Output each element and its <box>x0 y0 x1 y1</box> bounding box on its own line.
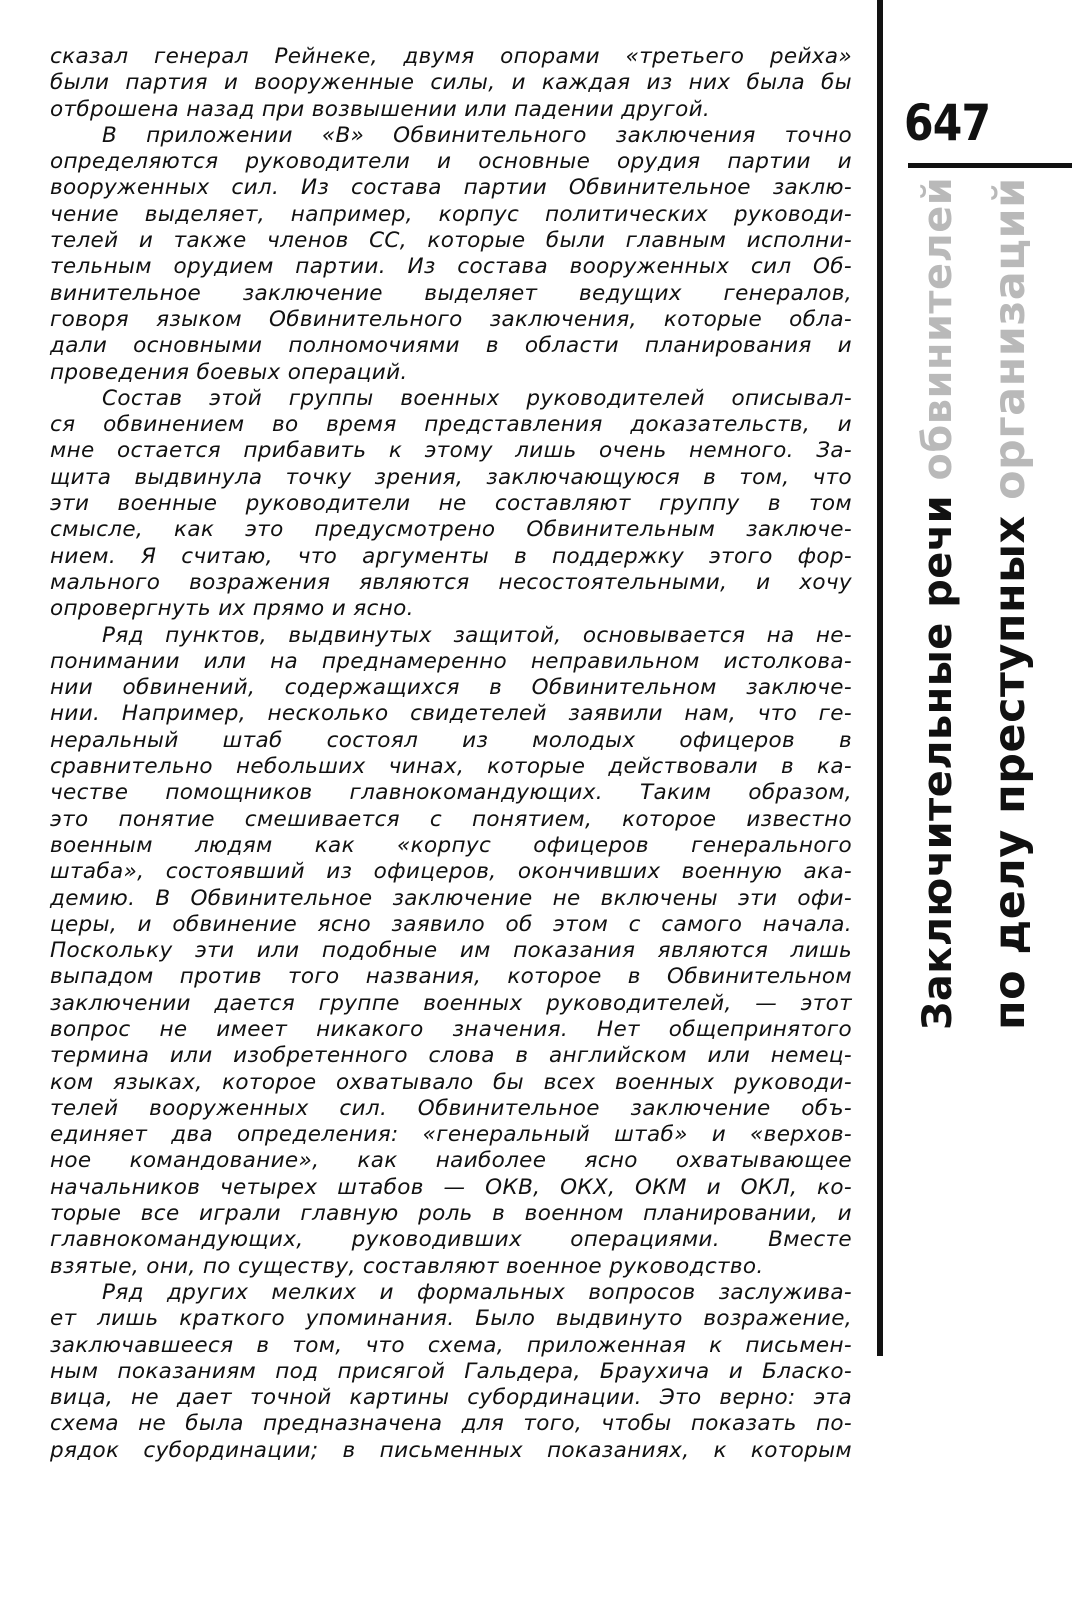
text-line: мне остается прибавить к этому лишь очень немного. За- <box>50 438 852 464</box>
text-line: чение выделяет, например, корпус политических руководи- <box>50 201 852 227</box>
text-line: эти военные руководители не составляют группу в том <box>50 491 852 517</box>
text-line: нии обвинений, содержащихся в Обвинительном заключе- <box>50 675 852 701</box>
running-head-line-1-dark: Заключительные речи <box>915 480 961 1030</box>
text-line: нии. Например, несколько свидетелей заявили нам, что ге- <box>50 701 852 727</box>
text-line: штаба», состоявший из офицеров, окончивших военную ака- <box>50 859 852 885</box>
text-line: военным людям как «корпус офицеров генерального <box>50 832 852 858</box>
running-head-line-2-dark: по делу преступных <box>985 499 1035 1030</box>
text-line: В приложении «В» Обвинительного заключения точно <box>102 122 852 148</box>
body-text <box>50 44 852 1464</box>
text-line: понимании или на преднамеренно неправильном истолкова- <box>50 648 852 674</box>
text-line: ет лишь краткого упоминания. Было выдвинуто возражение, <box>50 1306 852 1332</box>
text-line: ся обвинением во время представления доказательств, и <box>50 412 852 438</box>
text-line: ком языках, которое охватывало бы всех военных руководи- <box>50 1069 852 1095</box>
text-line: Ряд пунктов, выдвинутых защитой, основывается на не- <box>102 622 852 648</box>
text-line: единяет два определения: «генеральный штаб» и «верхов- <box>50 1122 852 1148</box>
text-line: говоря языком Обвинительного заключения, которые обла- <box>50 306 852 332</box>
text-line: взятые, они, по существу, составляют военное руководство. <box>50 1253 764 1279</box>
text-line: заключении дается группе военных руководителей, — этот <box>50 990 852 1016</box>
text-line: схема не была предназначена для того, чтобы показать по- <box>50 1411 852 1437</box>
text-line: термина или изобретенного слова в английском или немец- <box>50 1043 852 1069</box>
text-line: церы, и обвинение ясно заявило об этом с самого начала. <box>50 911 852 937</box>
text-line: винительное заключение выделяет ведущих генералов, <box>50 280 852 306</box>
text-line: сравнительно небольших чинах, которые действовали в ка- <box>50 754 852 780</box>
text-line: Ряд других мелких и формальных вопросов заслужива- <box>102 1279 852 1305</box>
text-line: вопрос не имеет никакого значения. Нет общепринятого <box>50 1016 852 1042</box>
text-line: определяются руководители и основные орудия партии и <box>50 149 852 175</box>
text-line: отброшена назад при возвышении или падении другой. <box>50 96 711 122</box>
text-line: дали основными полномочиями в области планирования и <box>50 333 852 359</box>
text-line: Поскольку эти или подобные им показания являются лишь <box>50 938 852 964</box>
running-head-line-1 <box>908 177 968 1030</box>
text-line: были партия и вооруженные силы, и каждая из них была бы <box>50 70 852 96</box>
text-line: ным показаниям под присягой Гальдера, Браухича и Бласко- <box>50 1358 852 1384</box>
text-line: честве помощников главнокомандующих. Таким образом, <box>50 780 852 806</box>
text-line: опровергнуть их прямо и ясно. <box>50 596 414 622</box>
text-line: тельным орудием партии. Из состава вооруженных сил Об- <box>50 254 852 280</box>
running-head-line-1-faded: обвинителей <box>915 176 961 481</box>
text-line: щита выдвинула точку зрения, заключающуюся в том, что <box>50 464 852 490</box>
text-line: демию. В Обвинительное заключение не включены эти офи- <box>50 885 852 911</box>
text-line: неральный штаб состоял из молодых офицеров в <box>50 727 852 753</box>
text-line: сказал генерал Рейнеке, двумя опорами «третьего рейха» <box>50 44 852 69</box>
text-line: ное командование», как наиболее ясно охватывающее <box>50 1148 852 1174</box>
text-line: выпадом против того названия, которое в Обвинительном <box>50 964 852 990</box>
text-line: вооруженных сил. Из состава партии Обвинительное заклю- <box>50 175 852 201</box>
page-number: 647 <box>904 94 991 152</box>
text-line: мального возражения являются несостоятельными, и хочу <box>50 569 852 595</box>
text-line: Состав этой группы военных руководителей описывал- <box>102 385 852 411</box>
running-head-line-2 <box>980 177 1040 1030</box>
text-line: рядок субординации; в письменных показаниях, к которым <box>50 1437 852 1463</box>
vertical-rule <box>877 0 883 1356</box>
text-line: начальников четырех штабов — ОКВ, ОКХ, ОКМ и ОКЛ, ко- <box>50 1174 852 1200</box>
text-line: вица, не дает точной картины субординации. Это верно: эта <box>50 1385 852 1411</box>
text-line: заключавшееся в том, что схема, приложенная к письмен- <box>50 1332 852 1358</box>
running-head-line-2-faded: организаций <box>985 177 1035 500</box>
text-line: телей и также членов СС, которые были главным исполни- <box>50 228 852 254</box>
text-line: торые все играли главную роль в военном планировании, и <box>50 1201 852 1227</box>
text-line: это понятие смешивается с понятием, которое известно <box>50 806 852 832</box>
text-line: телей вооруженных сил. Обвинительное заключение объ- <box>50 1095 852 1121</box>
text-line: нием. Я считаю, что аргументы в поддержку этого фор- <box>50 543 852 569</box>
page-number-underline <box>908 163 1072 168</box>
text-line: смысле, как это предусмотрено Обвинительным заключе- <box>50 517 852 543</box>
text-line: проведения боевых операций. <box>50 359 408 385</box>
text-line: главнокомандующих, руководивших операциями. Вместе <box>50 1227 852 1253</box>
